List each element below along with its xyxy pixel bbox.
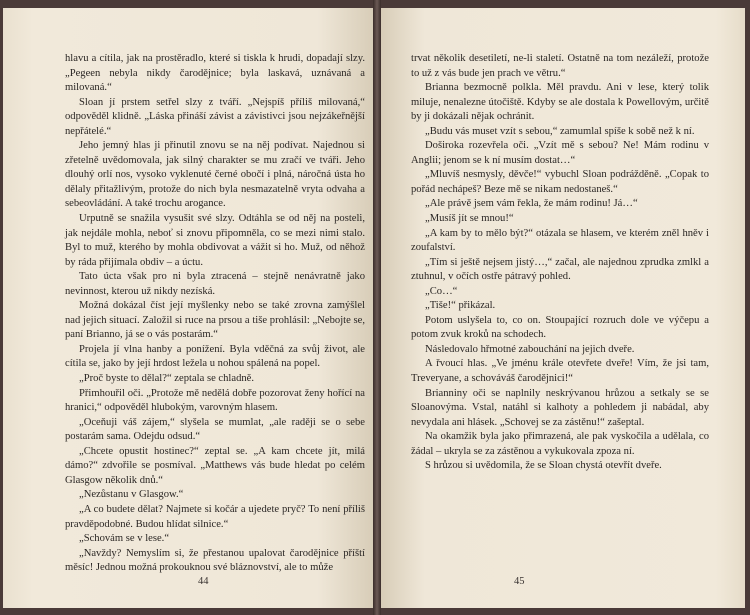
- paragraph: Jeho jemný hlas ji přinutil znovu se na něj podívat. Najednou si zřetelně uvědomovala, jak silný charakter se mu zračí ve tváři. Jeho dlouhý orlí nos, vysoko vyklenuté černé obočí i plná, náročná ústa ho dělaly přitažlivým, protože do nich byla nesmazatelně vryta odvaha a sebeovládání. A také trochu arogance.: [65, 140, 365, 210]
- paragraph: „Schovám se v lese.“: [79, 533, 170, 545]
- left-page: [3, 8, 373, 608]
- paragraph: Následovalo hřmotné zabouchání na jejich dveře.: [425, 343, 635, 355]
- page-number: 44: [198, 576, 209, 587]
- paragraph: S hrůzou si uvědomila, že se Sloan chystá otevřít dveře.: [425, 460, 662, 472]
- paragraph: „Co…“: [425, 285, 458, 297]
- paragraph: Možná dokázal číst její myšlenky nebo se také zrovna zamýšlel nad jejich situací. Založil si ruce na prsou a tiše prohlásil: „Nebojte se, paní Brianno, já se o vás postarám.“: [65, 300, 365, 341]
- left-page-text: [65, 52, 365, 576]
- paragraph: „Musíš jít se mnou!“: [425, 213, 514, 225]
- paragraph: „Oceňuji váš zájem,“ slyšela se mumlat, „ale raději se o sebe postarám sama. Odejdu odsud.“: [65, 416, 365, 443]
- paragraph: „Proč byste to dělal?“ zeptala se chladně.: [79, 373, 255, 385]
- paragraph: Doširoka rozevřela oči. „Vzít mě s sebou? Ne! Mám rodinu v Anglii; jenom se k ní musím dostat…“: [411, 140, 709, 166]
- paragraph: „Tím si ještě nejsem jistý…,“ začal, ale najednou zprudka zmlkl a ztuhnul, v očích ostře pátravý pohled.: [411, 256, 709, 283]
- book-gutter: [373, 0, 381, 615]
- paragraph: Na okamžik byla jako přimrazená, ale pak vyskočila a udělala, co žádal – ukryla se za zástěnou a vykukovala zpoza ní.: [411, 431, 709, 457]
- right-page-text: [411, 52, 709, 474]
- paragraph: hlavu a cítila, jak na prostěradlo, které si tiskla k hrudi, dopadají slzy. „Pegeen nebyla nikdy čarodějnice; byla laskavá, uznávaná a milovaná.“: [65, 53, 365, 94]
- paragraph: trvat několik desetiletí, ne-li staletí. Ostatně na tom nezáleží, protože to už z vás bude jen prach ve větru.“: [411, 53, 709, 79]
- paragraph: „Tiše!“ přikázal.: [425, 300, 496, 312]
- paragraph: „Budu vás muset vzít s sebou,“ zamumlal spíše k sobě než k ní.: [425, 125, 695, 137]
- paragraph: Tato úcta však pro ni byla ztracená – stejně nenávratně jako nevinnost, kterou už nikdy nezíská.: [65, 271, 365, 297]
- paragraph: Urputně se snažila vysušit své slzy. Odtáhla se od něj na posteli, jak nejdále mohla, neboť si znovu připomněla, co se mezi nimi stalo. Byl to muž, kterého by mohla obdivovat a vážit si ho. Muž, od něhož by ráda přijímala obdiv – a úctu.: [65, 213, 365, 268]
- paragraph: „A kam by to mělo být?“ otázala se hlasem, ve kterém zněl hněv i zoufalství.: [411, 227, 709, 254]
- paragraph: Projela jí vlna hanby a ponížení. Byla vděčná za svůj život, ale cítila se, jako by její hrdost ležela u nohou spálená na popel.: [65, 343, 365, 370]
- paragraph: A řvoucí hlas. „Ve jménu krále otevřete dveře! Vím, že jsi tam, Treveryane, a schováváš čarodějnici!“: [411, 358, 709, 385]
- paragraph: Potom uslyšela to, co on. Stoupající rozruch dole ve výčepu a potom zvuk kroků na schodech.: [411, 314, 709, 341]
- right-page: [381, 8, 745, 608]
- paragraph: „Ale právě jsem vám řekla, že mám rodinu! Já…“: [425, 198, 638, 210]
- paragraph: „Chcete opustit hostinec?“ zeptal se. „A kam chcete jít, milá dámo?“ zdvořile se posmíval. „Matthews vás bude hledat po celém Glasgow několik dnů.“: [65, 445, 365, 486]
- page-number: 45: [514, 576, 525, 587]
- paragraph: „Nezůstanu v Glasgow.“: [79, 489, 184, 501]
- paragraph: Brianna bezmocně polkla. Měl pravdu. Ani v lese, který tolik miluje, nenalezne útočiště. Kdyby se ale dostala k Powellovým, určitě by ji dokázali nějak ochránit.: [411, 82, 709, 123]
- paragraph: Přimhouřil oči. „Protože mě nedělá dobře pozorovat ženy hořící na hranici,“ odpověděl hlubokým, varovným hlasem.: [65, 387, 365, 414]
- paragraph: „Navždy? Nemyslím si, že přestanou upalovat čarodějnice příští měsíc! Jednou možná prokouknou své bláznovství, ale to může: [65, 547, 365, 574]
- paragraph: „A co budete dělat? Najmete si kočár a ujedete pryč? To není příliš pravděpodobné. Budou hlídat silnice.“: [65, 503, 365, 530]
- paragraph: Brianniny oči se naplnily neskrývanou hrůzou a setkaly se se Sloanovýma. Vstal, natáhl si kalhoty a pohledem ji nabádal, aby nevydala ani hlásek. „Schovej se za zástěnu!“ zašeptal.: [411, 387, 709, 428]
- paragraph: „Mluvíš nesmysly, děvče!“ vybuchl Sloan podrážděně. „Copak to pořád nechápeš? Beze mě se nikam nedostaneš.“: [411, 169, 709, 195]
- paragraph: Sloan jí prstem setřel slzy z tváří. „Nejspíš příliš milovaná,“ odpověděl klidně. „Láska přináší závist a závistivci jsou nejzákeřnější nepřátelé.“: [65, 96, 365, 137]
